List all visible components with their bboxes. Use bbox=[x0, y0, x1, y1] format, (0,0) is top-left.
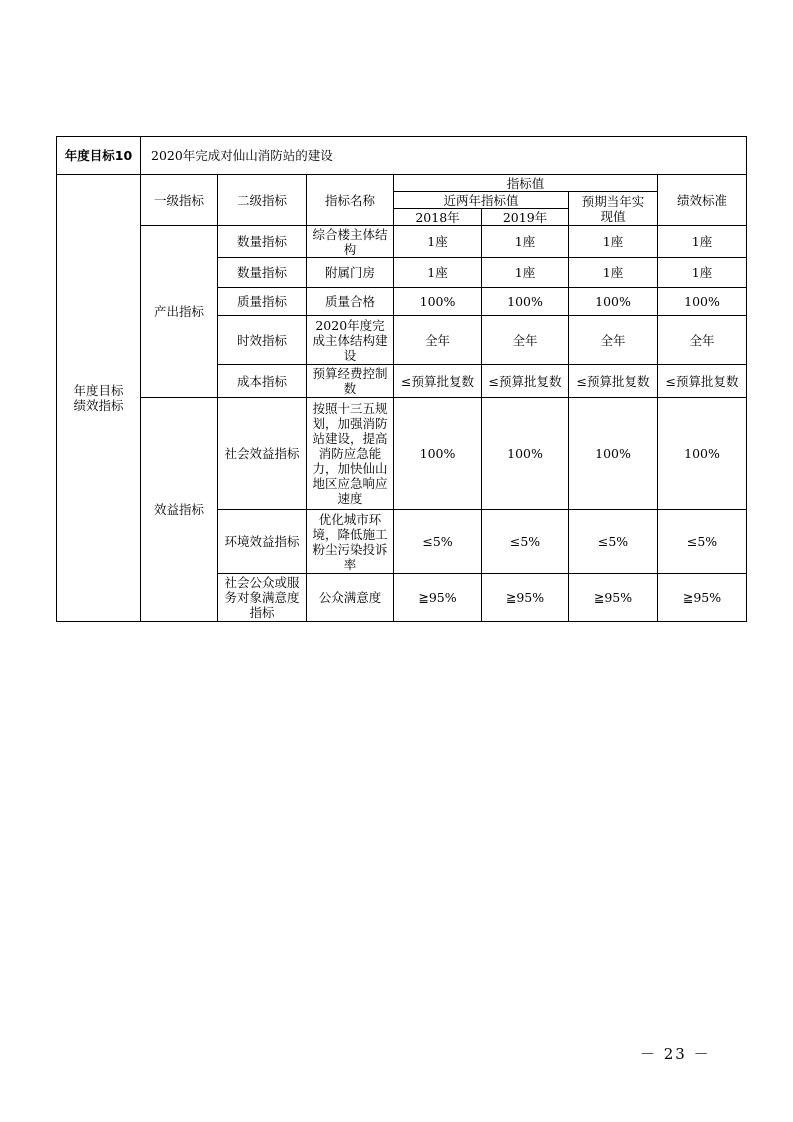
expected-cell: ≧95% bbox=[569, 574, 658, 622]
standard-cell: ≤5% bbox=[658, 510, 747, 574]
standard-cell: 1座 bbox=[658, 226, 747, 258]
header-standard: 绩效标准 bbox=[658, 175, 747, 226]
indicator-name-cell: 综合楼主体结构 bbox=[307, 226, 394, 258]
level2-cell: 质量指标 bbox=[218, 288, 307, 316]
performance-table bbox=[56, 136, 747, 622]
standard-cell: ≤预算批复数 bbox=[658, 365, 747, 398]
header-row-1 bbox=[57, 175, 747, 192]
standard-cell: 100% bbox=[658, 288, 747, 316]
value-2019-cell: 全年 bbox=[482, 316, 569, 365]
expected-cell: ≤5% bbox=[569, 510, 658, 574]
indicator-name-cell: 附属门房 bbox=[307, 258, 394, 288]
value-2018-cell: ≤预算批复数 bbox=[394, 365, 482, 398]
value-2018-cell: 100% bbox=[394, 288, 482, 316]
level1-cell: 产出指标 bbox=[141, 226, 218, 398]
expected-cell: 1座 bbox=[569, 258, 658, 288]
value-2018-cell: ≤5% bbox=[394, 510, 482, 574]
standard-cell: 全年 bbox=[658, 316, 747, 365]
expected-cell: ≤预算批复数 bbox=[569, 365, 658, 398]
page-number: － 23 － bbox=[640, 1045, 711, 1063]
goal-text: 2020年完成对仙山消防站的建设 bbox=[141, 137, 747, 175]
level2-cell: 社会效益指标 bbox=[218, 398, 307, 510]
value-2019-cell: 100% bbox=[482, 398, 569, 510]
standard-cell: 1座 bbox=[658, 258, 747, 288]
value-2018-cell: 100% bbox=[394, 398, 482, 510]
value-2019-cell: 1座 bbox=[482, 226, 569, 258]
header-year-2019: 2019年 bbox=[482, 209, 569, 226]
level2-cell: 数量指标 bbox=[218, 258, 307, 288]
header-indicator-name: 指标名称 bbox=[307, 175, 394, 226]
indicator-name-cell: 预算经费控制数 bbox=[307, 365, 394, 398]
indicator-name-cell: 公众满意度 bbox=[307, 574, 394, 622]
level2-cell: 成本指标 bbox=[218, 365, 307, 398]
indicator-name-cell: 优化城市环境，降低施工粉尘污染投诉率 bbox=[307, 510, 394, 574]
level2-cell: 数量指标 bbox=[218, 226, 307, 258]
value-2019-cell: ≧95% bbox=[482, 574, 569, 622]
value-2019-cell: ≤预算批复数 bbox=[482, 365, 569, 398]
value-2019-cell: 1座 bbox=[482, 258, 569, 288]
header-indicator-value: 指标值 bbox=[394, 175, 658, 192]
expected-cell: 100% bbox=[569, 398, 658, 510]
goal-label: 年度目标10 bbox=[57, 137, 141, 175]
header-expected: 预期当年实现值 bbox=[569, 192, 658, 226]
expected-cell: 全年 bbox=[569, 316, 658, 365]
value-2018-cell: ≧95% bbox=[394, 574, 482, 622]
header-year-2018: 2018年 bbox=[394, 209, 482, 226]
indicator-name-cell: 2020年度完成主体结构建设 bbox=[307, 316, 394, 365]
indicator-name-cell: 质量合格 bbox=[307, 288, 394, 316]
table-row bbox=[57, 398, 747, 510]
value-2019-cell: ≤5% bbox=[482, 510, 569, 574]
value-2018-cell: 1座 bbox=[394, 258, 482, 288]
indicator-name-cell: 按照十三五规划，加强消防站建设，提高消防应急能力，加快仙山地区应急响应速度 bbox=[307, 398, 394, 510]
goal-row bbox=[57, 137, 747, 175]
expected-cell: 1座 bbox=[569, 226, 658, 258]
standard-cell: 100% bbox=[658, 398, 747, 510]
standard-cell: ≧95% bbox=[658, 574, 747, 622]
value-2019-cell: 100% bbox=[482, 288, 569, 316]
value-2018-cell: 全年 bbox=[394, 316, 482, 365]
table-row bbox=[57, 226, 747, 258]
section-label: 年度目标绩效指标 bbox=[57, 175, 141, 622]
level2-cell: 环境效益指标 bbox=[218, 510, 307, 574]
level2-cell: 时效指标 bbox=[218, 316, 307, 365]
header-level2: 二级指标 bbox=[218, 175, 307, 226]
value-2018-cell: 1座 bbox=[394, 226, 482, 258]
level2-cell: 社会公众或服务对象满意度指标 bbox=[218, 574, 307, 622]
header-recent-two-years: 近两年指标值 bbox=[394, 192, 569, 209]
level1-cell: 效益指标 bbox=[141, 398, 218, 622]
expected-cell: 100% bbox=[569, 288, 658, 316]
header-level1: 一级指标 bbox=[141, 175, 218, 226]
